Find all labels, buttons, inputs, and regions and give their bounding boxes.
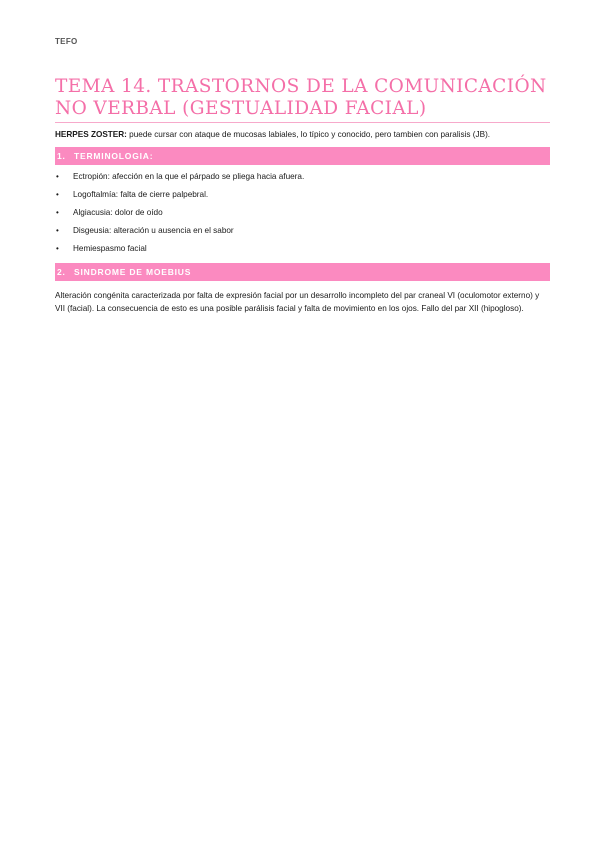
list-item [55,222,304,240]
page-header: TEFO [55,37,78,46]
section-title: TERMINOLOGIA: [74,151,154,161]
section-heading-moebius [55,263,550,281]
list-item-text: Hemiespasmo facial [73,244,147,253]
page-title: TEMA 14. TRASTORNOS DE LA COMUNICACIÓN NO VERBAL (GESTUALIDAD FACIAL) [55,76,547,119]
list-item [55,186,304,204]
terminology-list [55,168,304,258]
list-item-text: Disgeusia: alteración u ausencia en el sabor [73,226,234,235]
intro-term: HERPES ZOSTER: [55,130,127,139]
section-title: SINDROME DE MOEBIUS [74,267,192,277]
list-item-text: Algiacusia: dolor de oído [73,208,163,217]
moebius-paragraph: Alteración congénita caracterizada por falta de expresión facial por un desarrollo incompleto del par craneal VI (oculomotor externo) y VII (facial). La consecuencia de esto es una posible parálisis facial y falta de movimiento en los ojos. Fallo del par XII (hipogloso). [55,291,540,313]
list-item-text: Ectropión: afección en la que el párpado se pliega hacia afuera. [73,172,305,181]
section-heading-terminologia [55,147,550,165]
bullet-icon: • [56,208,59,217]
bullet-icon: • [56,172,59,181]
list-item-text: Logoftalmía: falta de cierre palpebral. [73,190,209,199]
title-divider [55,122,550,123]
bullet-icon: • [56,226,59,235]
bullet-icon: • [56,244,59,253]
list-item [55,240,304,258]
list-item [55,204,304,222]
intro-paragraph [55,129,550,140]
intro-text: puede cursar con ataque de mucosas labiales, lo típico y conocido, pero tambien con paralisis (JB). [126,130,491,139]
section-number: 2. [57,267,66,277]
list-item [55,168,304,186]
bullet-icon: • [56,190,59,199]
section-number: 1. [57,151,66,161]
